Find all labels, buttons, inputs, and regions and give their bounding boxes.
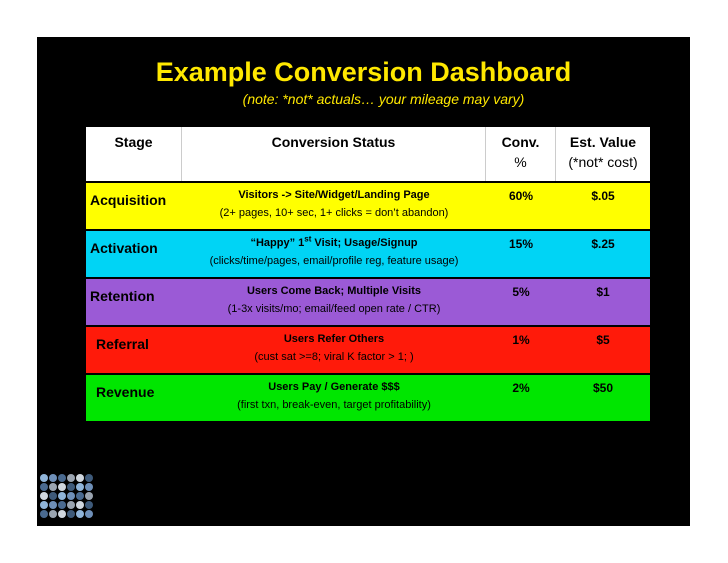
conv-percent: 2%: [512, 381, 530, 395]
header-value: Est. Value: [569, 134, 637, 150]
logo-dot: [49, 483, 57, 491]
conv-percent: 5%: [512, 285, 530, 299]
logo-dot: [49, 510, 57, 518]
status-detail: (1-3x visits/mo; email/feed open rate / CTR): [227, 303, 441, 315]
est-value: $50: [592, 381, 614, 395]
logo-dot: [85, 501, 93, 509]
logo-dot: [58, 501, 66, 509]
dot-grid-logo-icon: [40, 474, 92, 521]
logo-dot: [40, 501, 48, 509]
logo-dot: [49, 501, 57, 509]
logo-dot: [49, 474, 57, 482]
table-row-revenue: [86, 373, 650, 421]
stage-label: Activation: [90, 240, 158, 256]
logo-dot: [85, 492, 93, 500]
status-label: [182, 234, 486, 249]
logo-dot: [67, 474, 75, 482]
stage-label: Retention: [90, 288, 155, 304]
stage-label: Acquisition: [90, 192, 167, 208]
conv-percent: 1%: [512, 333, 530, 347]
table-row-retention: [86, 277, 650, 325]
status-detail: (first txn, break-even, target profitability): [237, 399, 431, 411]
status-label: Users Refer Others: [283, 333, 385, 345]
status-detail: (clicks/time/pages, email/profile reg, feature usage): [209, 255, 459, 267]
status-label: Users Come Back; Multiple Visits: [246, 285, 422, 297]
conversion-table: [86, 127, 650, 421]
header-stage-cell: [86, 127, 182, 181]
conv-percent: 60%: [508, 189, 534, 203]
est-value: $.05: [591, 189, 615, 203]
status-label-pre: “Happy” 1: [250, 237, 305, 249]
stage-label: Referral: [96, 336, 149, 352]
header-status-cell: [182, 127, 486, 181]
header-conv-cell: [486, 127, 556, 181]
logo-dot: [85, 483, 93, 491]
logo-dot: [76, 492, 84, 500]
logo-dot: [67, 492, 75, 500]
logo-dot: [58, 474, 66, 482]
table-row-activation: [86, 229, 650, 277]
logo-dot: [40, 474, 48, 482]
logo-dot: [76, 483, 84, 491]
logo-dot: [40, 483, 48, 491]
logo-dot: [76, 501, 84, 509]
logo-dot: [67, 483, 75, 491]
header-value-cell: [556, 127, 650, 181]
status-detail: (cust sat >=8; viral K factor > 1; ): [254, 351, 414, 363]
slide: [37, 37, 690, 526]
status-label: Visitors -> Site/Widget/Landing Page: [238, 189, 430, 201]
status-label-post: Visit; Usage/Signup: [311, 237, 418, 249]
header-status: Conversion Status: [271, 134, 396, 150]
logo-dot: [58, 483, 66, 491]
logo-dot: [76, 510, 84, 518]
header-stage: Stage: [114, 134, 153, 150]
logo-dot: [85, 474, 93, 482]
table-row-acquisition: [86, 181, 650, 229]
status-label-sup: st: [304, 234, 312, 244]
est-value: $1: [596, 285, 610, 299]
table-row-referral: [86, 325, 650, 373]
status-detail: (2+ pages, 10+ sec, 1+ clicks = don’t abandon): [219, 207, 449, 219]
est-value: $5: [596, 333, 610, 347]
logo-dot: [67, 510, 75, 518]
table-header-row: [86, 127, 650, 181]
stage-label: Revenue: [96, 384, 155, 400]
status-label: Users Pay / Generate $$$: [268, 381, 400, 393]
logo-dot: [49, 492, 57, 500]
header-value-note: (*not* cost): [568, 154, 638, 170]
dashboard-subtitle: (note: *not* actuals… your mileage may vary): [242, 91, 525, 107]
logo-dot: [85, 510, 93, 518]
logo-dot: [67, 501, 75, 509]
header-conv: Conv.: [501, 134, 540, 150]
header-conv-unit: %: [514, 154, 527, 170]
est-value: $.25: [591, 237, 615, 251]
logo-dot: [76, 474, 84, 482]
logo-dot: [58, 510, 66, 518]
conv-percent: 15%: [508, 237, 534, 251]
dashboard-title: Example Conversion Dashboard: [155, 57, 572, 87]
logo-dot: [58, 492, 66, 500]
logo-dot: [40, 492, 48, 500]
logo-dot: [40, 510, 48, 518]
